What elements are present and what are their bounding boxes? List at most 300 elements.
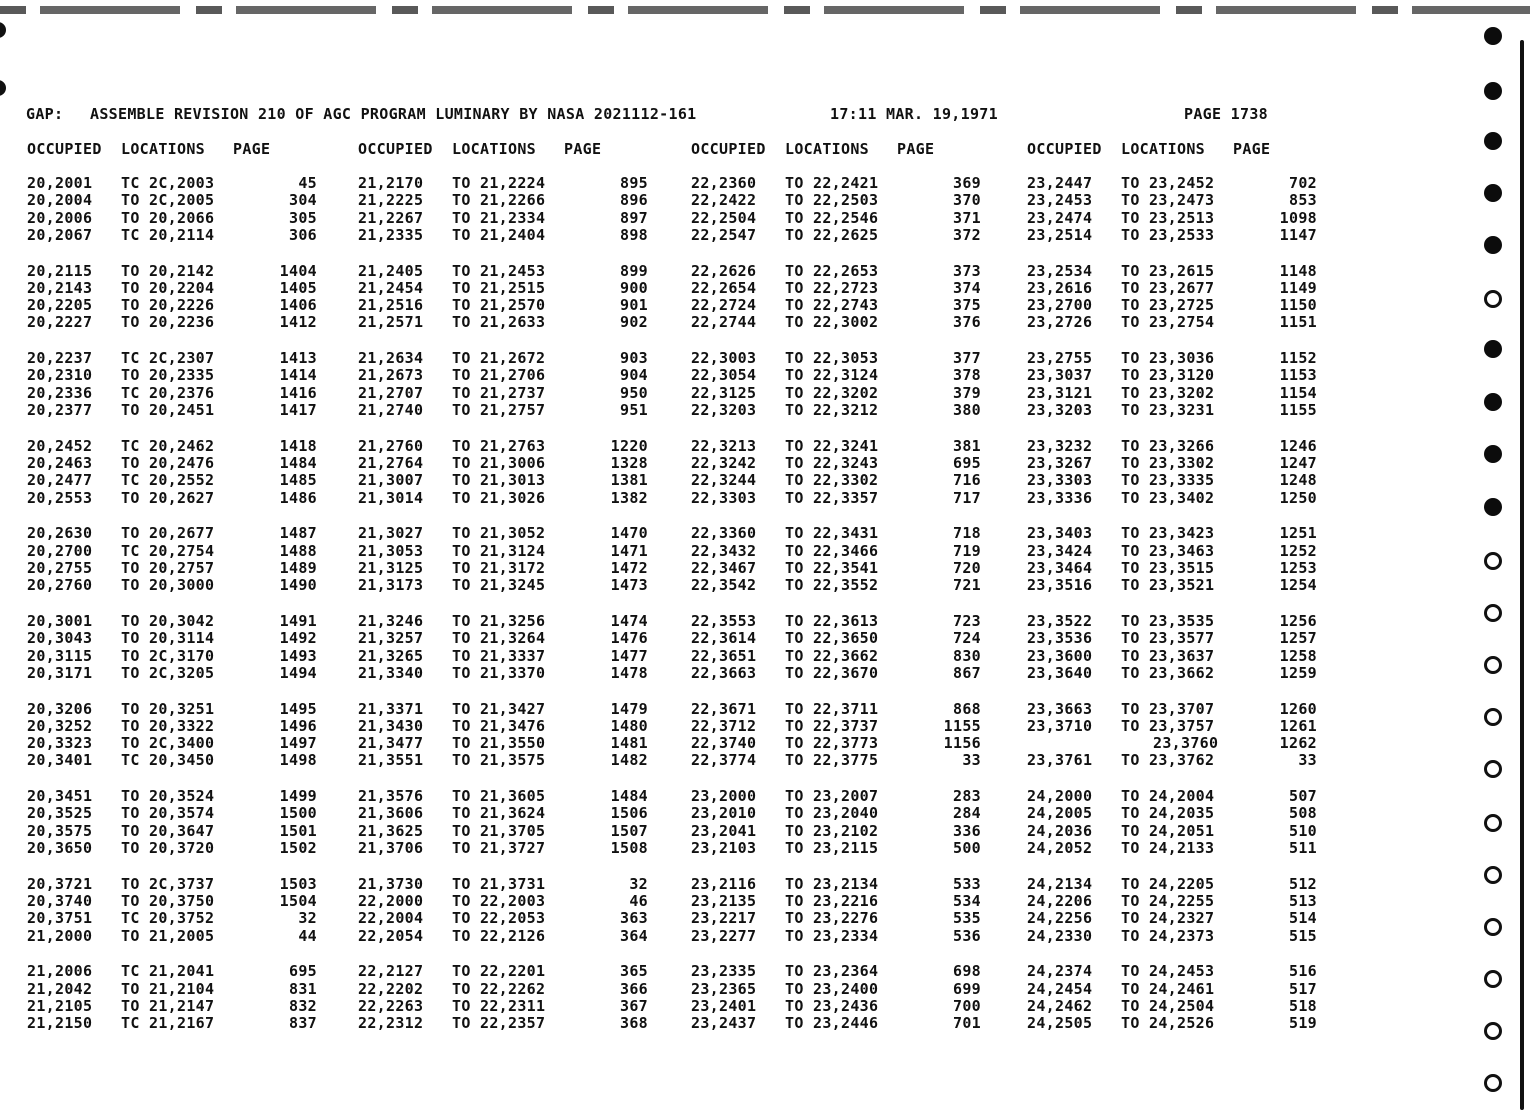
table-row (358, 280, 648, 297)
column-header-locations: LOCATIONS (452, 140, 536, 158)
page-ref: 896 (620, 191, 648, 210)
page-ref: 369 (953, 174, 981, 192)
location-group (358, 963, 648, 1032)
table-row (358, 385, 648, 402)
table-row (1027, 893, 1317, 910)
location-start: 22,3203 (691, 401, 757, 420)
column-header-occupied: OCCUPIED (27, 140, 102, 158)
page-ref: 1261 (1279, 716, 1317, 735)
location-start: 23,3761 (1027, 751, 1093, 770)
location-end: TO 22,2503 (785, 191, 879, 210)
location-start: 20,2310 (27, 366, 93, 385)
page-ref: 1246 (1279, 436, 1317, 455)
location-end: TO 21,2763 (452, 436, 546, 455)
location-start: 20,3451 (27, 787, 93, 806)
location-end: TO 24,2035 (1121, 804, 1215, 823)
location-start: 21,2170 (358, 174, 424, 192)
assembly-title: ASSEMBLE REVISION 210 OF AGC PROGRAM LUMINARY BY NASA 2021112-161 (90, 105, 697, 123)
table-row (27, 718, 317, 735)
location-end: TO 23,3757 (1121, 716, 1215, 735)
location-end: TO 20,2451 (121, 401, 215, 420)
table-row (1027, 910, 1317, 927)
location-start: 24,2206 (1027, 892, 1093, 911)
location-start: 22,3432 (691, 541, 757, 560)
page-ref: 1259 (1279, 663, 1317, 682)
table-row (27, 928, 317, 945)
table-row (1027, 613, 1317, 630)
page-ref: 1406 (279, 296, 317, 315)
location-start: 22,2744 (691, 313, 757, 332)
location-end: TO 21,2757 (452, 401, 546, 420)
location-group (358, 525, 648, 594)
location-start: 23,3464 (1027, 558, 1093, 577)
page-ref: 1481 (610, 734, 648, 753)
location-group (691, 963, 981, 1032)
page-ref: 900 (620, 278, 648, 297)
page-ref: 716 (953, 471, 981, 490)
page-ref: 699 (953, 979, 981, 998)
table-row (691, 350, 981, 367)
location-end: TC 20,2114 (121, 225, 215, 244)
page-ref: 1098 (1279, 208, 1317, 227)
location-start: 21,2760 (358, 436, 424, 455)
location-start: 22,2263 (358, 996, 424, 1015)
location-start: 20,3751 (27, 909, 93, 928)
location-group (691, 438, 981, 507)
punch-hole (1484, 445, 1502, 463)
table-row (691, 543, 981, 560)
location-group (27, 525, 317, 594)
page-ref: 1480 (610, 716, 648, 735)
location-start: 24,2462 (1027, 996, 1093, 1015)
location-end: TO 22,2743 (785, 296, 879, 315)
table-row (27, 876, 317, 893)
page-ref: 518 (1289, 996, 1317, 1015)
page-ref: 868 (953, 699, 981, 718)
location-end: TO 22,3670 (785, 663, 879, 682)
location-start: 24,2505 (1027, 1014, 1093, 1033)
location-end: TO 23,3423 (1121, 524, 1215, 543)
page-ref: 1252 (1279, 541, 1317, 560)
location-start: 22,3553 (691, 612, 757, 630)
column-header-page: PAGE (564, 140, 602, 158)
location-end: TO 21,3264 (452, 629, 546, 648)
location-end: TO 22,2653 (785, 261, 879, 280)
table-row (27, 701, 317, 718)
location-end: TO 21,2404 (452, 225, 546, 244)
table-row (691, 701, 981, 718)
table-row (691, 998, 981, 1015)
page-ref: 1478 (610, 663, 648, 682)
table-row (358, 402, 648, 419)
location-start: 21,3430 (358, 716, 424, 735)
location-start: 21,3265 (358, 646, 424, 665)
location-end: TO 21,2706 (452, 366, 546, 385)
table-row (1027, 543, 1317, 560)
page-ref: 1501 (279, 821, 317, 840)
location-start: 22,2654 (691, 278, 757, 297)
page-ref: 695 (953, 454, 981, 473)
table-row (358, 577, 648, 594)
location-end: TO 23,3036 (1121, 349, 1215, 368)
table-row (691, 981, 981, 998)
table-row (358, 823, 648, 840)
page-ref: 1258 (1279, 646, 1317, 665)
table-row (691, 752, 981, 769)
location-end: TO 23,3231 (1121, 401, 1215, 420)
location-end: TO 2C,3400 (121, 734, 215, 753)
location-end: TC 2C,2307 (121, 349, 215, 368)
page-ref: 32 (298, 909, 317, 928)
punch-hole (1484, 760, 1502, 778)
page-ref: 1414 (279, 366, 317, 385)
page-ref: 32 (629, 874, 648, 893)
table-row (27, 788, 317, 805)
location-group (691, 701, 981, 770)
location-group (358, 263, 648, 332)
page-ref: 903 (620, 349, 648, 368)
location-end: TO 23,2446 (785, 1014, 879, 1033)
page-ref: 1382 (610, 488, 648, 507)
location-start: 20,3401 (27, 751, 93, 770)
page-ref: 1147 (1279, 225, 1317, 244)
page-ref: 1148 (1279, 261, 1317, 280)
table-row (1027, 385, 1317, 402)
location-group (1027, 525, 1317, 594)
scan-edge-top (0, 6, 1530, 14)
page-ref: 719 (953, 541, 981, 560)
location-end: TO 21,2334 (452, 208, 546, 227)
table-row (358, 490, 648, 507)
location-start: 23,3336 (1027, 488, 1093, 507)
location-start: 23,2217 (691, 909, 757, 928)
location-end: TO 20,3524 (121, 787, 215, 806)
location-start: 23,2277 (691, 926, 757, 945)
page-ref: 376 (953, 313, 981, 332)
location-end: TO 20,2627 (121, 488, 215, 507)
table-row (691, 876, 981, 893)
table-row (1027, 735, 1317, 752)
page-ref: 375 (953, 296, 981, 315)
table-row (358, 560, 648, 577)
location-start: 22,2422 (691, 191, 757, 210)
location-start: 23,2335 (691, 962, 757, 981)
location-end: TO 2C,3205 (121, 663, 215, 682)
table-row (691, 788, 981, 805)
location-end: TO 22,3243 (785, 454, 879, 473)
table-row (358, 613, 648, 630)
page-ref: 1486 (279, 488, 317, 507)
punch-hole (1484, 1022, 1502, 1040)
location-start: 21,3706 (358, 839, 424, 858)
location-start: 23,2103 (691, 839, 757, 858)
table-row (1027, 314, 1317, 331)
location-group (358, 438, 648, 507)
location-end: TO 2C,3170 (121, 646, 215, 665)
page-ref: 1257 (1279, 629, 1317, 648)
page-ref: 379 (953, 383, 981, 402)
location-end: TO 21,2453 (452, 261, 546, 280)
location-group (691, 175, 981, 244)
punch-hole (1484, 184, 1502, 202)
location-start: 20,2377 (27, 401, 93, 420)
location-group (1027, 613, 1317, 682)
location-end: TO 22,3662 (785, 646, 879, 665)
table-row (27, 490, 317, 507)
location-end: TO 23,3521 (1121, 576, 1215, 595)
location-end: TO 22,3212 (785, 401, 879, 420)
page-ref: 510 (1289, 821, 1317, 840)
page-ref: 45 (298, 174, 317, 192)
table-row (691, 525, 981, 542)
page-ref: 512 (1289, 874, 1317, 893)
column-header-page: PAGE (1233, 140, 1271, 158)
location-group (358, 788, 648, 857)
location-start: 21,2042 (27, 979, 93, 998)
table-row (27, 840, 317, 857)
page-ref: 1262 (1279, 734, 1317, 753)
location-start: 23,3710 (1027, 716, 1093, 735)
page-ref: 1491 (279, 612, 317, 630)
location-end: TO 20,2677 (121, 524, 215, 543)
location-group (27, 350, 317, 419)
page-ref: 1484 (610, 787, 648, 806)
location-group (1027, 701, 1317, 770)
table-row (1027, 192, 1317, 209)
punch-hole (1484, 290, 1502, 308)
table-row (27, 175, 317, 192)
page-ref: 33 (962, 751, 981, 770)
location-start: 21,3625 (358, 821, 424, 840)
page-ref: 1493 (279, 646, 317, 665)
punch-hole (1484, 604, 1502, 622)
table-row (1027, 175, 1317, 192)
location-end: TO 24,2504 (1121, 996, 1215, 1015)
location-start: 20,3650 (27, 839, 93, 858)
page-ref: 336 (953, 821, 981, 840)
location-start: 21,2673 (358, 366, 424, 385)
page-ref: 514 (1289, 909, 1317, 928)
location-end: TO 23,3762 (1121, 751, 1215, 770)
location-end: TO 23,2452 (1121, 174, 1215, 192)
location-start: 21,3606 (358, 804, 424, 823)
table-row (27, 981, 317, 998)
table-row (358, 752, 648, 769)
location-start: 21,2405 (358, 261, 424, 280)
table-row (691, 648, 981, 665)
location-group (691, 525, 981, 594)
table-row (27, 210, 317, 227)
page-ref: 515 (1289, 926, 1317, 945)
location-end: TO 22,2003 (452, 892, 546, 911)
page-ref: 1254 (1279, 576, 1317, 595)
punch-hole (1484, 866, 1502, 884)
location-end: TC 21,2167 (121, 1014, 215, 1033)
location-start: 20,3115 (27, 646, 93, 665)
location-start: 23,2755 (1027, 349, 1093, 368)
table-row (1027, 1015, 1317, 1032)
location-start: 22,3244 (691, 471, 757, 490)
location-end: TO 23,2276 (785, 909, 879, 928)
page-ref: 1503 (279, 874, 317, 893)
location-end: TO 21,3337 (452, 646, 546, 665)
page-ref: 534 (953, 892, 981, 911)
location-end: TO 20,2204 (121, 278, 215, 297)
location-group (691, 613, 981, 682)
location-start: 23,2534 (1027, 261, 1093, 280)
table-row (358, 175, 648, 192)
table-row (691, 314, 981, 331)
location-start: 21,3371 (358, 699, 424, 718)
table-row (27, 630, 317, 647)
page-ref: 1220 (610, 436, 648, 455)
page-ref: 1413 (279, 349, 317, 368)
page-ref: 1492 (279, 629, 317, 648)
page-ref: 519 (1289, 1014, 1317, 1033)
page-ref: 533 (953, 874, 981, 893)
table-row (1027, 297, 1317, 314)
location-start: 23,3522 (1027, 612, 1093, 630)
location-start: 20,3740 (27, 892, 93, 911)
table-row (691, 263, 981, 280)
location-end: TO 23,2513 (1121, 208, 1215, 227)
location-start: 20,3171 (27, 663, 93, 682)
location-end: TO 23,3577 (1121, 629, 1215, 648)
column-header-locations: LOCATIONS (121, 140, 205, 158)
page-ref: 517 (1289, 979, 1317, 998)
table-row (27, 752, 317, 769)
location-end: TO 21,3026 (452, 488, 546, 507)
table-row (358, 263, 648, 280)
location-start: 20,2006 (27, 208, 93, 227)
timestamp: 17:11 MAR. 19,1971 (830, 105, 998, 123)
location-group (27, 963, 317, 1032)
location-end: TO 20,2236 (121, 313, 215, 332)
table-row (358, 701, 648, 718)
page-ref: 370 (953, 191, 981, 210)
location-start: 22,3614 (691, 629, 757, 648)
location-start: 23,2726 (1027, 313, 1093, 332)
page-ref: 1507 (610, 821, 648, 840)
table-row (691, 735, 981, 752)
page-ref: 1495 (279, 699, 317, 718)
table-row (358, 192, 648, 209)
table-row (358, 893, 648, 910)
location-end: TO 20,2066 (121, 208, 215, 227)
location-end: TO 22,3737 (785, 716, 879, 735)
page-number: PAGE 1738 (1184, 105, 1268, 123)
location-end: TO 23,3515 (1121, 558, 1215, 577)
location-start: 21,3173 (358, 576, 424, 595)
page-ref: 717 (953, 488, 981, 507)
page-ref: 1489 (279, 558, 317, 577)
page-ref: 44 (298, 926, 317, 945)
table-row (358, 998, 648, 1015)
page-ref: 1155 (1279, 401, 1317, 420)
table-row (691, 367, 981, 384)
page-ref: 951 (620, 401, 648, 420)
table-row (1027, 752, 1317, 769)
location-start: 21,2764 (358, 454, 424, 473)
table-row (27, 560, 317, 577)
location-start: 20,2205 (27, 296, 93, 315)
location-start: 21,3053 (358, 541, 424, 560)
location-end: TO 21,3006 (452, 454, 546, 473)
punch-hole (1484, 970, 1502, 988)
location-end: TO 23,3335 (1121, 471, 1215, 490)
location-start: 20,2227 (27, 313, 93, 332)
page-edge-rule (1520, 40, 1524, 1110)
page-ref: 365 (620, 962, 648, 981)
location-start: 23,3516 (1027, 576, 1093, 595)
table-row (27, 192, 317, 209)
table-row (691, 402, 981, 419)
location-end: TC 20,2462 (121, 436, 215, 455)
page-ref: 902 (620, 313, 648, 332)
location-start: 21,2634 (358, 349, 424, 368)
location-end: TO 20,3647 (121, 821, 215, 840)
location-end: TO 21,3370 (452, 663, 546, 682)
location-start: 20,2760 (27, 576, 93, 595)
page-ref: 1416 (279, 383, 317, 402)
table-row (27, 805, 317, 822)
table-row (358, 543, 648, 560)
table-row (27, 648, 317, 665)
table-row (691, 472, 981, 489)
page-ref: 1247 (1279, 454, 1317, 473)
table-row (691, 227, 981, 244)
table-row (358, 788, 648, 805)
table-row (358, 910, 648, 927)
location-start: 21,3730 (358, 874, 424, 893)
page-ref: 698 (953, 962, 981, 981)
column-header-occupied: OCCUPIED (691, 140, 766, 158)
location-start: 20,2452 (27, 436, 93, 455)
table-row (1027, 210, 1317, 227)
location-start: 23,3267 (1027, 454, 1093, 473)
location-end: TO 23,2040 (785, 804, 879, 823)
location-start: 20,2004 (27, 191, 93, 210)
location-start: 23,2700 (1027, 296, 1093, 315)
location-group (1027, 876, 1317, 945)
location-group (27, 788, 317, 857)
location-end: TO 22,2546 (785, 208, 879, 227)
location-start: 21,3340 (358, 663, 424, 682)
location-end: TO 23,2364 (785, 962, 879, 981)
page-ref: 1470 (610, 524, 648, 543)
location-start: 21,3027 (358, 524, 424, 543)
page-ref: 1479 (610, 699, 648, 718)
location-end: TO 20,3322 (121, 716, 215, 735)
location-start: 23,3232 (1027, 436, 1093, 455)
location-end: TO 20,3750 (121, 892, 215, 911)
location-start: 23,2437 (691, 1014, 757, 1033)
page-ref: 867 (953, 663, 981, 682)
punch-hole (1484, 393, 1502, 411)
page-ref: 381 (953, 436, 981, 455)
punch-hole (1484, 814, 1502, 832)
location-start: 22,3003 (691, 349, 757, 368)
page-ref: 536 (953, 926, 981, 945)
table-row (27, 263, 317, 280)
location-end: TO 22,3002 (785, 313, 879, 332)
location-end: TO 21,2570 (452, 296, 546, 315)
table-row (358, 314, 648, 331)
location-start: 22,3054 (691, 366, 757, 385)
table-row (358, 735, 648, 752)
location-start: 22,2504 (691, 208, 757, 227)
table-row (27, 227, 317, 244)
